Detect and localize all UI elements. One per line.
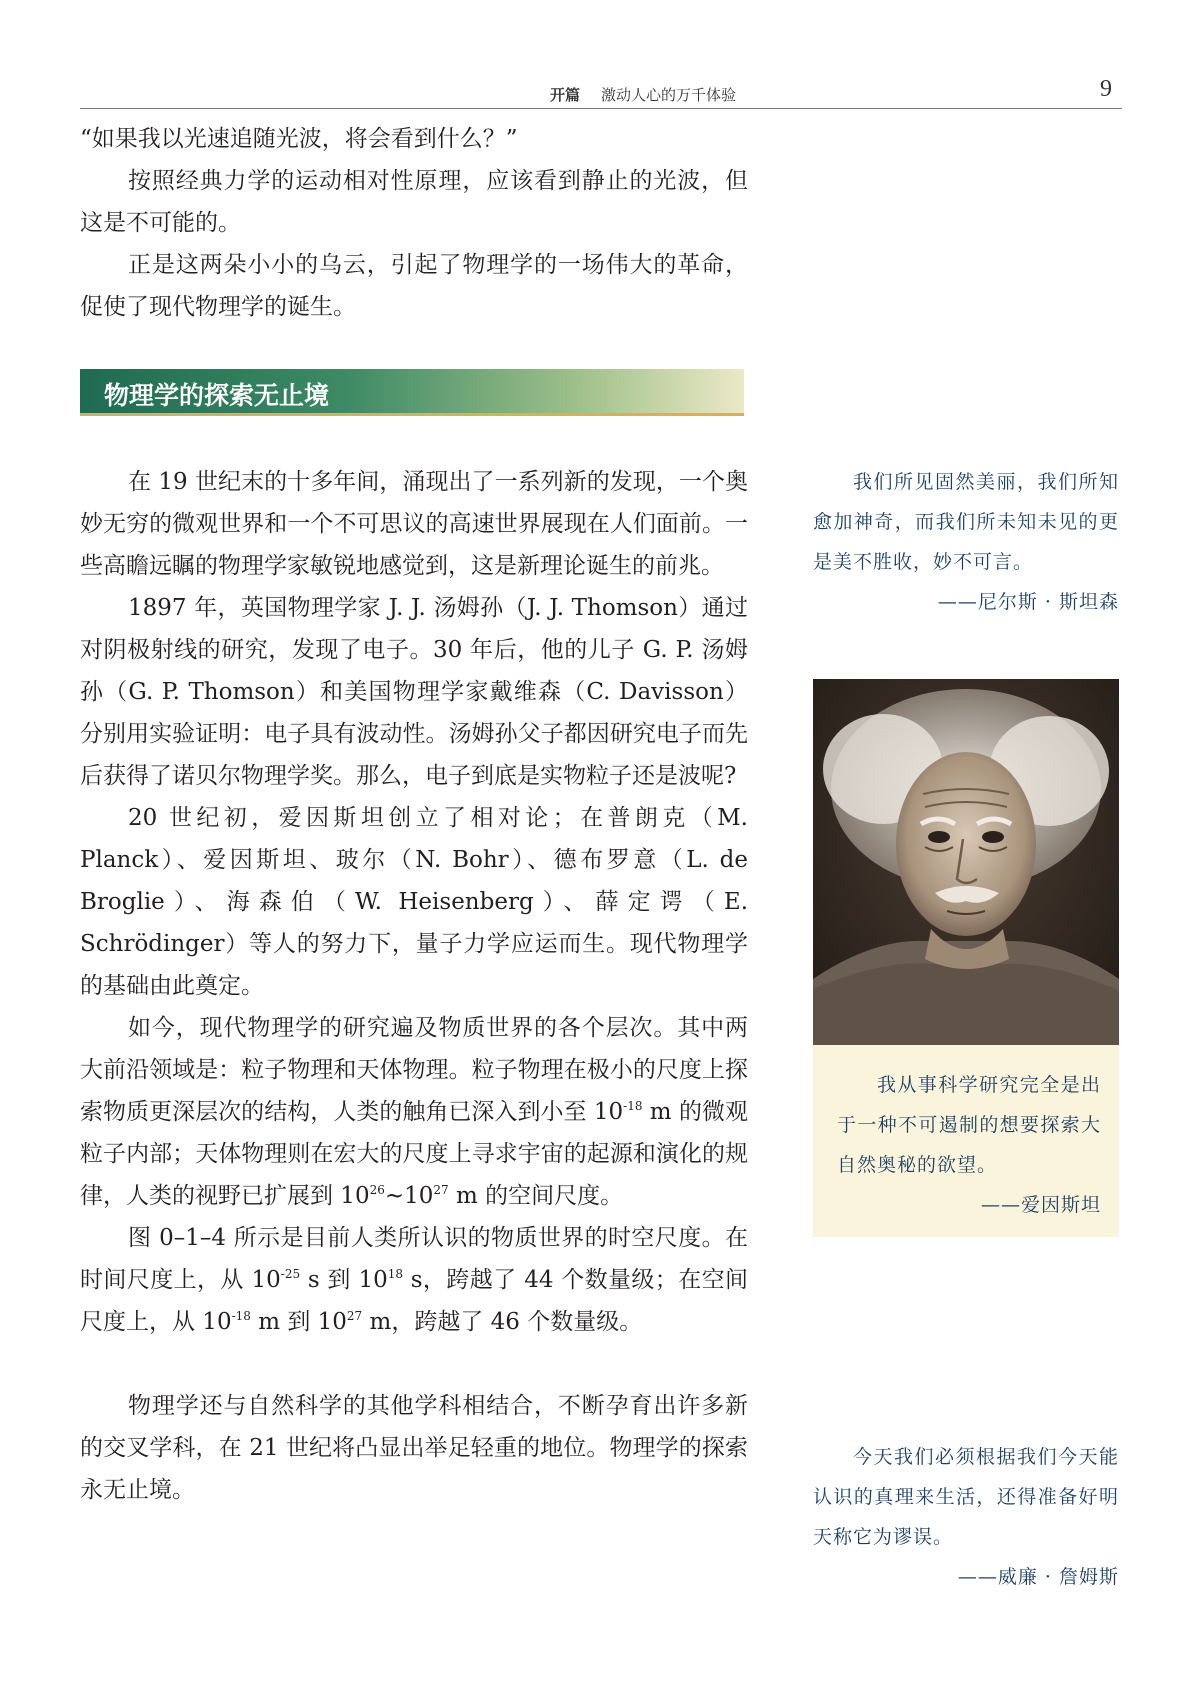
chapter-title: 激动人心的万千体验 <box>601 86 737 104</box>
quote-3-text: 今天我们必须根据我们今天能认识的真理来生活，还得准备好明天称它为谬误。 <box>813 1446 1119 1548</box>
intro-quote: “如果我以光速追随光波，将会看到什么？” <box>80 126 518 152</box>
quote-1-author: ——尼尔斯 · 斯坦森 <box>937 591 1119 613</box>
sidebar-quote-3 <box>813 1437 1119 1597</box>
body-paragraph-6: 物理学还与自然科学的其他学科相结合，不断孕育出许多新的交叉学科，在 21 世纪将凸显出举足轻重的地位。物理学的探索永无止境。 <box>80 1393 748 1503</box>
intro-paragraph-3: 正是这两朵小小的乌云，引起了物理学的一场伟大的革命，促使了现代物理学的诞生。 <box>80 252 748 320</box>
chapter-label: 开篇 <box>550 86 581 104</box>
section-heading-bar <box>80 369 744 416</box>
quote-2-text: 我从事科学研究完全是出于一种不可遏制的想要探索大自然奥秘的欲望。 <box>837 1074 1101 1176</box>
sidebar-quote-1 <box>813 462 1119 622</box>
body-paragraph-2: 1897 年，英国物理学家 J. J. 汤姆孙（J. J. Thomson）通过对阴极射线的研究，发现了电子。30 年后，他的儿子 G. P. 汤姆孙（G. P. Thomson）和美国物理学家戴维森（C. Davisson）分别用实验证明：电子具有波动性。汤姆孙父子都因研究电子而先后获得了诺贝尔物理学奖。那么，电子到底是实物粒子还是波呢? <box>80 595 748 789</box>
intro-paragraph-2: 按照经典力学的运动相对性原理，应该看到静止的光波，但这是不可能的。 <box>80 168 748 236</box>
page-number: 9 <box>1100 76 1112 102</box>
section-body <box>80 461 748 1511</box>
body-paragraph-4: 如今，现代物理学的研究遍及物质世界的各个层次。其中两大前沿领域是：粒子物理和天体物理。粒子物理在极小的尺度上探索物质更深层次的结构，人类的触角已深入到小至 $10^{-18}$ m 的微观粒子内部；天体物理则在宏大的尺度上寻求宇宙的起源和演化的规律，人类的视野已扩展到 $10^{26}\sim 10^{27}$ m 的空间尺度。 <box>80 1015 748 1209</box>
quote-2-author: ——爱因斯坦 <box>980 1194 1101 1216</box>
quote-1-text: 我们所见固然美丽，我们所知愈加神奇，而我们所未知未见的更是美不胜收，妙不可言。 <box>813 471 1119 573</box>
body-paragraph-5: 图 0–1–4 所示是目前人类所认识的物质世界的时空尺度。在时间尺度上，从 $10^{-25}$ s 到 $10^{18}$ s，跨越了 44 个数量级；在空间尺度上，从 $10^{-18}$ m 到 $10^{27}$ m，跨越了 46 个数量级。 <box>80 1225 748 1335</box>
einstein-portrait-photo <box>813 679 1119 1045</box>
intro-text <box>80 118 748 328</box>
page-header <box>80 70 1122 109</box>
section-title: 物理学的探索无止境 <box>104 381 330 410</box>
body-paragraph-3: 20 世纪初，爱因斯坦创立了相对论；在普朗克（M. Planck）、爱因斯坦、玻尔（N. Bohr）、德布罗意（L. de Broglie）、海森伯（W. Heisenberg）、薛定谔（E. Schrödinger）等人的努力下，量子力学应运而生。现代物理学的基础由此奠定。 <box>80 805 748 999</box>
quote-3-author: ——威廉 · 詹姆斯 <box>957 1566 1119 1588</box>
portrait-caption-box <box>813 1045 1119 1237</box>
body-paragraph-1: 在 19 世纪末的十多年间，涌现出了一系列新的发现，一个奥妙无穷的微观世界和一个不可思议的高速世界展现在人们面前。一些高瞻远瞩的物理学家敏锐地感觉到，这是新理论诞生的前兆。 <box>80 469 748 579</box>
portrait-image <box>813 679 1119 1045</box>
